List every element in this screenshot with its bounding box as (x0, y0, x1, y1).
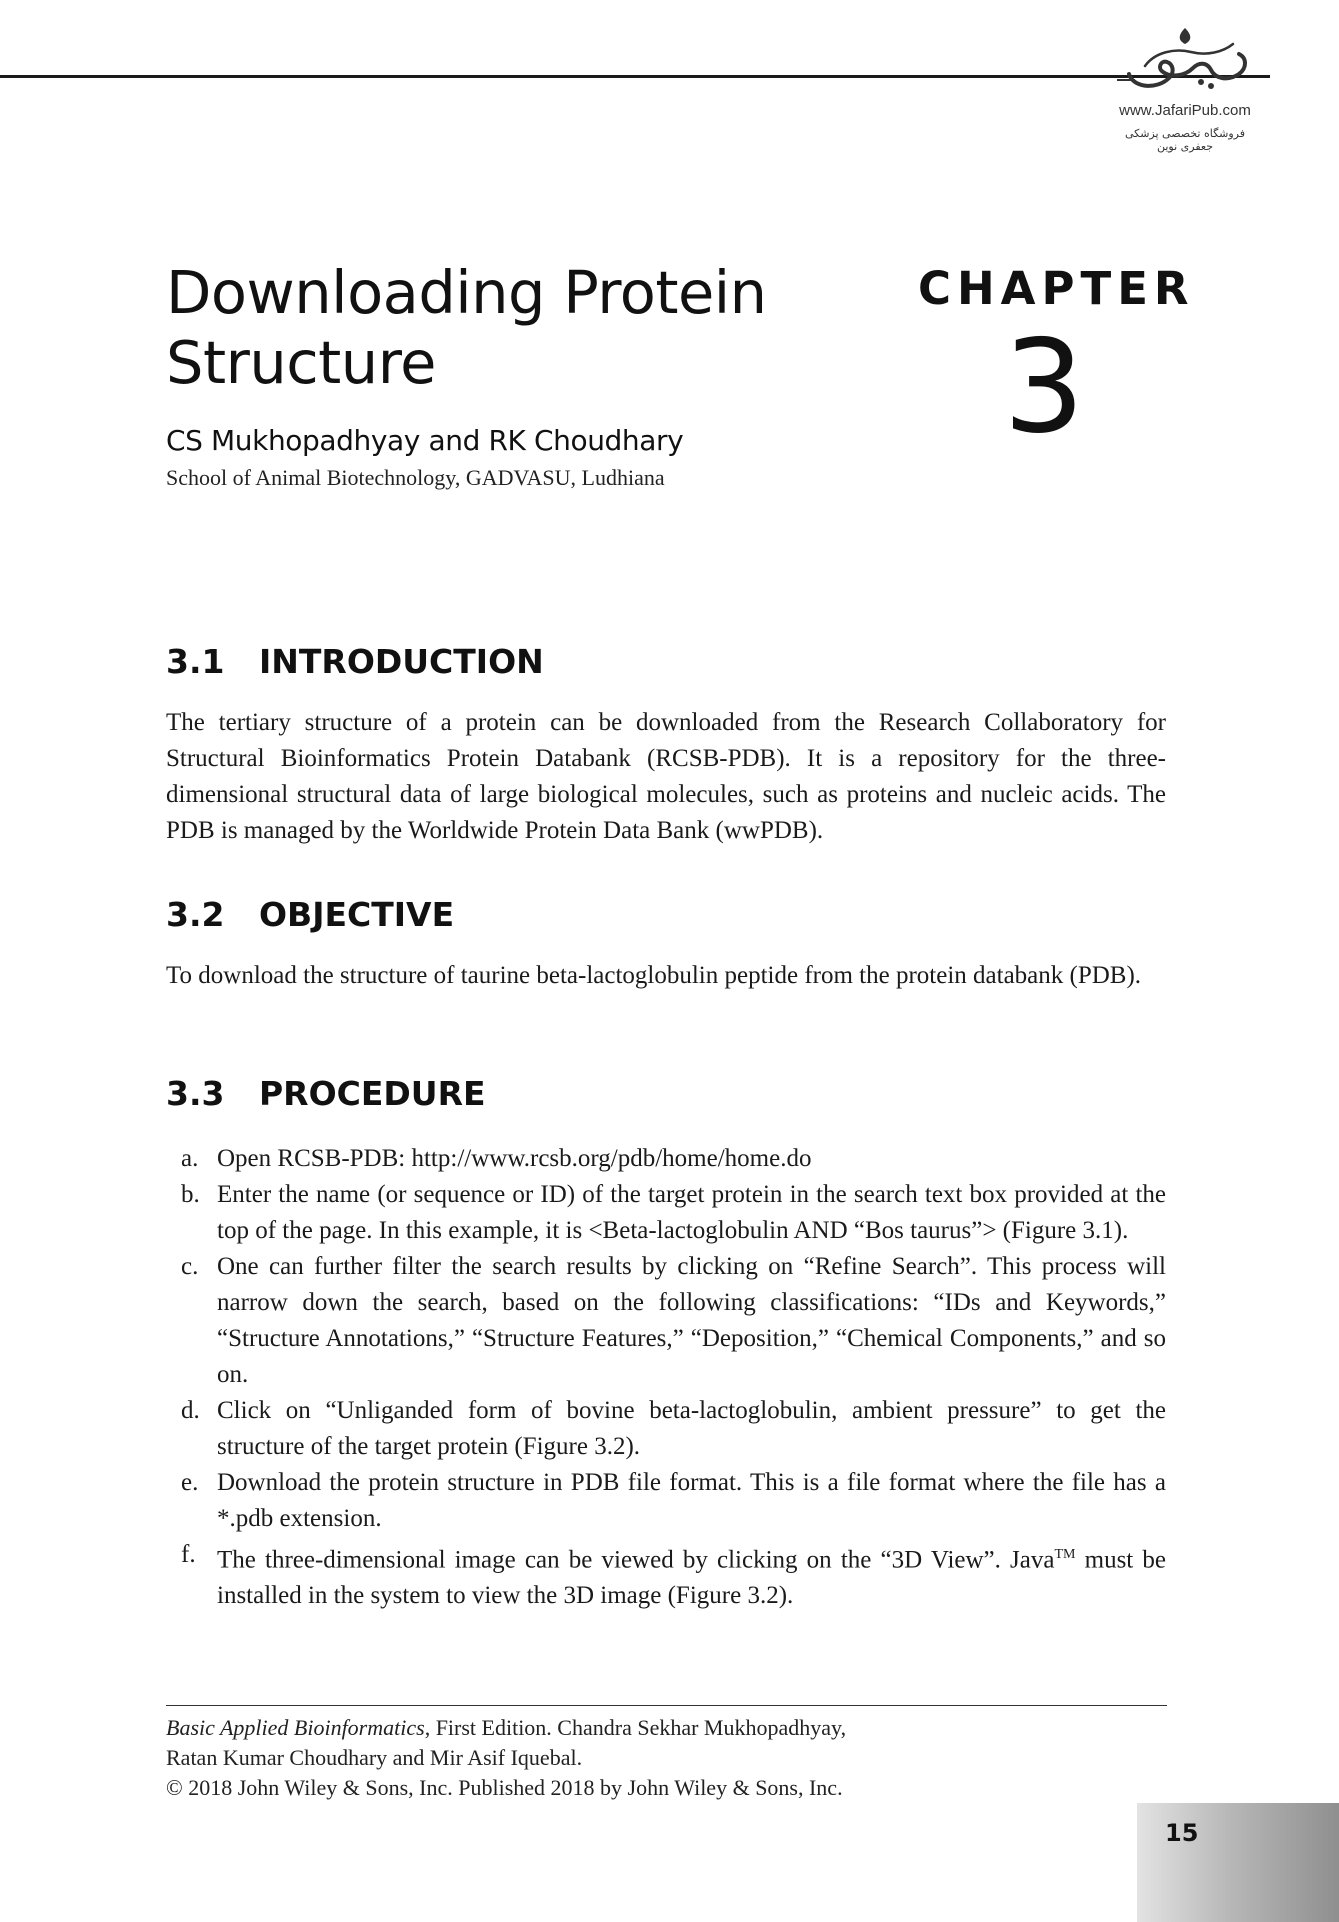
author-affiliation: School of Animal Biotechnology, GADVASU, Ludhiana (166, 465, 665, 490)
procedure-step (166, 1177, 1166, 1249)
logo-url: www.JafariPub.com (1119, 102, 1251, 119)
chapter-number: 3 (1003, 313, 1085, 462)
section-number: 3.1 (166, 642, 225, 681)
objective-paragraph: To download the structure of taurine beta-lactoglobulin peptide from the protein databank (PDB). (166, 962, 1142, 989)
section-heading-objective (166, 895, 454, 934)
chapter-authors: CS Mukhopadhyay and RK Choudhary (166, 424, 684, 457)
procedure-step (166, 1537, 1166, 1614)
step-letter: e. (181, 1469, 199, 1496)
trademark-symbol: TM (1054, 1547, 1076, 1562)
procedure-step (166, 1249, 1166, 1393)
step-letter: b. (181, 1181, 200, 1208)
calligraphy-logo-icon (1115, 22, 1255, 100)
section-title: PROCEDURE (259, 1074, 486, 1113)
footer-rule (166, 1705, 1167, 1706)
book-title: Basic Applied Bioinformatics (166, 1715, 425, 1740)
footer-line-3: © 2018 John Wiley & Sons, Inc. Published 2018 by John Wiley & Sons, Inc. (166, 1775, 843, 1800)
publisher-logo[interactable] (1110, 22, 1260, 152)
step-letter: f. (181, 1541, 196, 1568)
procedure-step (166, 1465, 1166, 1537)
step-text: Click on “Unliganded form of bovine beta-lactoglobulin, ambient pressure” to get the structure of the target protein (Figure 3.2). (217, 1397, 1166, 1460)
step-letter: c. (181, 1253, 199, 1280)
step-text: Download the protein structure in PDB file format. This is a file format where the file has a *.pdb extension. (217, 1469, 1166, 1532)
edition-authors: , First Edition. Chandra Sekhar Mukhopadhyay, (424, 1715, 847, 1740)
section-number: 3.2 (166, 895, 225, 934)
procedure-step (166, 1393, 1166, 1465)
chapter-label: CHAPTER (918, 262, 1195, 315)
step-text-continued: must be installed in the system to view the 3D image (Figure 3.2). (217, 1546, 1166, 1610)
procedure-list (166, 1141, 1166, 1614)
footer-citation (166, 1713, 1166, 1803)
page-number-tab (1137, 1803, 1339, 1922)
footer-line-2: Ratan Kumar Choudhary and Mir Asif Iquebal. (166, 1745, 583, 1770)
section-title: OBJECTIVE (259, 895, 455, 934)
chapter-title (166, 258, 866, 398)
step-text: One can further filter the search results by clicking on “Refine Search”. This process will narrow down the search, based on the following classifications: “IDs and Keywords,” “Structure Annotations,” “Structure Features,” “Deposition,” “Chemical Components,” and so on. (217, 1253, 1166, 1388)
procedure-step (166, 1141, 1166, 1177)
section-number: 3.3 (166, 1074, 225, 1113)
step-letter: d. (181, 1397, 200, 1424)
step-text: The three-dimensional image can be viewed by clicking on the “3D View”. Java (217, 1546, 1055, 1574)
step-text: Open RCSB-PDB: http://www.rcsb.org/pdb/home/home.do (217, 1145, 812, 1172)
logo-subtitle: فروشگاه تخصصی پزشکی جعفری نوین (1124, 127, 1246, 153)
introduction-paragraph: The tertiary structure of a protein can be downloaded from the Research Collaboratory for Structural Bioinformatics Protein Databank (RCSB-PDB). It is a repository for the three-dimensional structural data of large biological molecules, such as proteins and nucleic acids. The PDB is managed by the Worldwide Protein Data Bank (wwPDB). (166, 709, 1166, 844)
step-text: Enter the name (or sequence or ID) of the target protein in the search text box provided at the top of the page. In this example, it is <Beta-lactoglobulin AND “Bos taurus”> (Figure 3.1). (217, 1181, 1166, 1244)
chapter-title-line2: Structure (166, 328, 436, 397)
section-heading-introduction (166, 642, 544, 681)
footer-line-1 (166, 1713, 1166, 1743)
chapter-title-line1: Downloading Protein (166, 258, 767, 327)
section-title: INTRODUCTION (259, 642, 544, 681)
step-letter: a. (181, 1145, 199, 1172)
section-heading-procedure (166, 1074, 486, 1113)
page-number: 15 (1165, 1819, 1199, 1847)
header-rule (0, 75, 1270, 78)
